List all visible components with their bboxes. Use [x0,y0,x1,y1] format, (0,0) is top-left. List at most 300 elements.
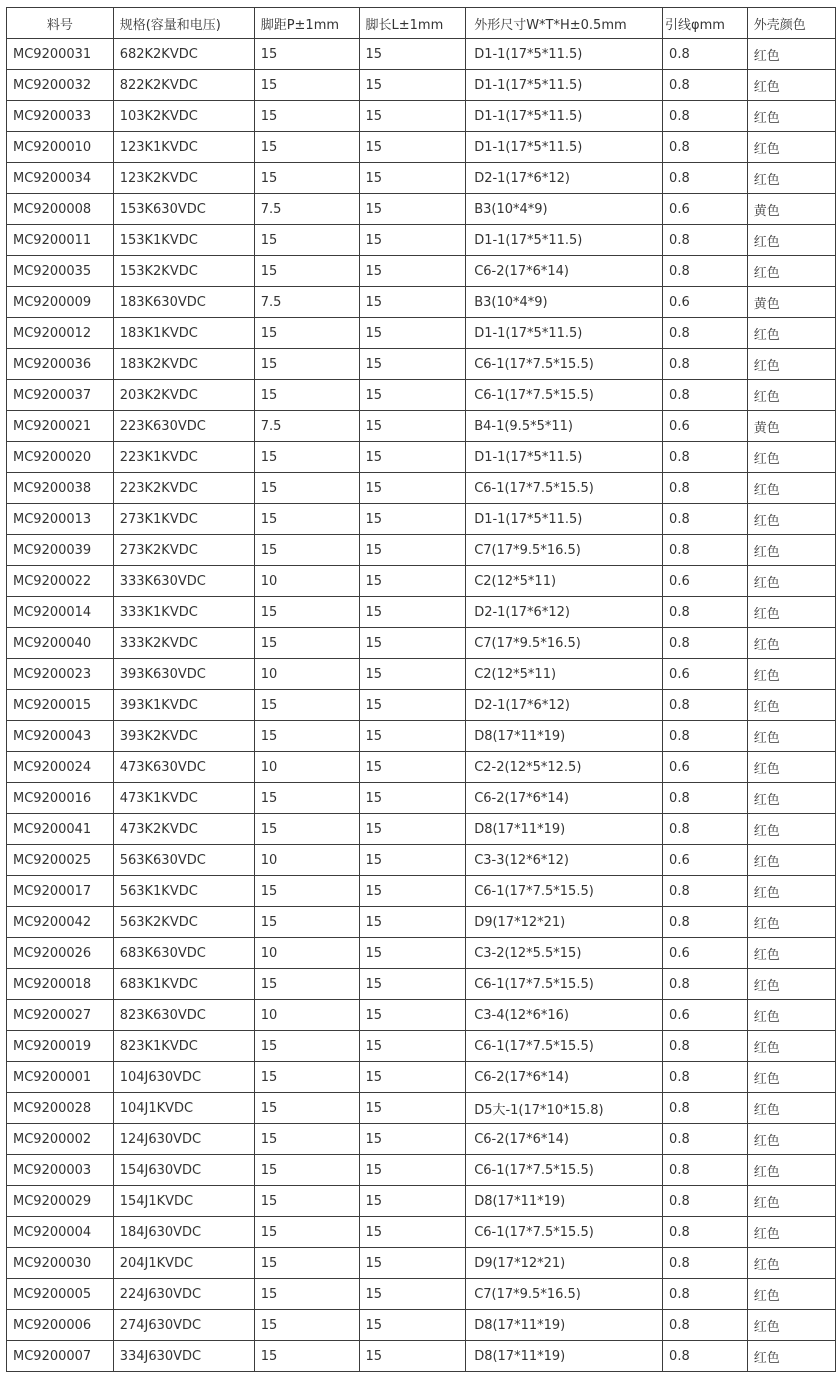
cell-lead-diameter: 0.8 [663,783,748,814]
table-row [7,1093,836,1124]
cell-part-number: MC9200016 [7,783,114,814]
cell-case-color: 红色 [747,504,835,535]
cell-pitch: 15 [254,907,359,938]
header-lead-length: 脚长L±1mm [359,8,466,39]
cell-case-color: 红色 [747,70,835,101]
cell-lead-length: 15 [359,907,466,938]
cell-case-color: 红色 [747,132,835,163]
cell-dimensions: C2(12*5*11) [466,566,663,597]
table-row [7,845,836,876]
cell-lead-length: 15 [359,690,466,721]
cell-lead-diameter: 0.8 [663,535,748,566]
cell-lead-diameter: 0.8 [663,380,748,411]
cell-lead-length: 15 [359,101,466,132]
cell-case-color: 红色 [747,969,835,1000]
cell-spec: 223K1KVDC [113,442,254,473]
cell-dimensions: D8(17*11*19) [466,814,663,845]
cell-case-color: 红色 [747,659,835,690]
cell-dimensions: C6-1(17*7.5*15.5) [466,1155,663,1186]
table-row [7,1000,836,1031]
table-row [7,39,836,70]
cell-pitch: 15 [254,349,359,380]
cell-spec: 823K1KVDC [113,1031,254,1062]
cell-dimensions: C6-2(17*6*14) [466,783,663,814]
cell-spec: 563K2KVDC [113,907,254,938]
cell-pitch: 15 [254,1124,359,1155]
cell-pitch: 7.5 [254,411,359,442]
cell-dimensions: C6-2(17*6*14) [466,256,663,287]
table-row [7,659,836,690]
table-row [7,1310,836,1341]
table-row [7,132,836,163]
cell-lead-diameter: 0.6 [663,938,748,969]
cell-dimensions: C6-1(17*7.5*15.5) [466,876,663,907]
cell-pitch: 15 [254,39,359,70]
cell-part-number: MC9200019 [7,1031,114,1062]
cell-spec: 224J630VDC [113,1279,254,1310]
cell-part-number: MC9200037 [7,380,114,411]
table-row [7,194,836,225]
cell-lead-diameter: 0.8 [663,1217,748,1248]
cell-spec: 273K1KVDC [113,504,254,535]
cell-case-color: 红色 [747,690,835,721]
cell-part-number: MC9200023 [7,659,114,690]
cell-spec: 124J630VDC [113,1124,254,1155]
header-dimensions: 外形尺寸W*T*H±0.5mm [466,8,663,39]
cell-lead-diameter: 0.8 [663,907,748,938]
table-row [7,442,836,473]
cell-lead-length: 15 [359,938,466,969]
cell-spec: 104J1KVDC [113,1093,254,1124]
cell-spec: 104J630VDC [113,1062,254,1093]
cell-dimensions: C2(12*5*11) [466,659,663,690]
cell-part-number: MC9200029 [7,1186,114,1217]
table-row [7,1186,836,1217]
cell-spec: 683K630VDC [113,938,254,969]
cell-lead-length: 15 [359,442,466,473]
cell-dimensions: D8(17*11*19) [466,1341,663,1372]
table-row [7,969,836,1000]
cell-case-color: 红色 [747,628,835,659]
cell-lead-length: 15 [359,256,466,287]
header-case-color: 外壳颜色 [747,8,835,39]
table-row [7,473,836,504]
cell-case-color: 红色 [747,225,835,256]
cell-dimensions: D2-1(17*6*12) [466,597,663,628]
cell-lead-diameter: 0.8 [663,1093,748,1124]
cell-dimensions: D9(17*12*21) [466,1248,663,1279]
cell-case-color: 红色 [747,814,835,845]
cell-lead-length: 15 [359,876,466,907]
cell-spec: 393K630VDC [113,659,254,690]
cell-lead-length: 15 [359,504,466,535]
cell-lead-diameter: 0.8 [663,504,748,535]
cell-dimensions: D1-1(17*5*11.5) [466,442,663,473]
cell-spec: 204J1KVDC [113,1248,254,1279]
cell-pitch: 15 [254,814,359,845]
cell-lead-diameter: 0.8 [663,473,748,504]
cell-part-number: MC9200003 [7,1155,114,1186]
cell-dimensions: D8(17*11*19) [466,1186,663,1217]
cell-lead-diameter: 0.8 [663,1341,748,1372]
header-spec: 规格(容量和电压) [113,8,254,39]
cell-lead-length: 15 [359,318,466,349]
cell-pitch: 15 [254,597,359,628]
cell-spec: 333K1KVDC [113,597,254,628]
cell-lead-diameter: 0.8 [663,814,748,845]
cell-spec: 223K630VDC [113,411,254,442]
cell-dimensions: D1-1(17*5*11.5) [466,101,663,132]
cell-pitch: 15 [254,163,359,194]
cell-pitch: 15 [254,1217,359,1248]
cell-lead-diameter: 0.8 [663,1155,748,1186]
cell-lead-length: 15 [359,1279,466,1310]
cell-lead-length: 15 [359,39,466,70]
cell-spec: 334J630VDC [113,1341,254,1372]
cell-dimensions: C6-2(17*6*14) [466,1124,663,1155]
table-row [7,1217,836,1248]
cell-spec: 203K2KVDC [113,380,254,411]
table-row [7,535,836,566]
cell-lead-length: 15 [359,225,466,256]
cell-case-color: 红色 [747,1310,835,1341]
cell-lead-diameter: 0.8 [663,1279,748,1310]
cell-spec: 123K2KVDC [113,163,254,194]
cell-lead-diameter: 0.8 [663,1031,748,1062]
cell-case-color: 红色 [747,783,835,814]
cell-case-color: 红色 [747,380,835,411]
cell-part-number: MC9200027 [7,1000,114,1031]
cell-pitch: 15 [254,721,359,752]
cell-lead-diameter: 0.8 [663,1124,748,1155]
cell-pitch: 10 [254,659,359,690]
cell-pitch: 15 [254,1031,359,1062]
cell-lead-length: 15 [359,814,466,845]
cell-part-number: MC9200033 [7,101,114,132]
table-row [7,1155,836,1186]
cell-spec: 153K630VDC [113,194,254,225]
cell-lead-length: 15 [359,1124,466,1155]
cell-pitch: 10 [254,1000,359,1031]
table-row [7,1031,836,1062]
cell-dimensions: C3-3(12*6*12) [466,845,663,876]
cell-spec: 563K630VDC [113,845,254,876]
cell-case-color: 红色 [747,473,835,504]
cell-lead-diameter: 0.8 [663,163,748,194]
cell-spec: 123K1KVDC [113,132,254,163]
cell-lead-length: 15 [359,1155,466,1186]
cell-spec: 154J1KVDC [113,1186,254,1217]
table-row [7,721,836,752]
cell-part-number: MC9200005 [7,1279,114,1310]
cell-dimensions: C6-1(17*7.5*15.5) [466,1031,663,1062]
cell-case-color: 红色 [747,1186,835,1217]
cell-part-number: MC9200028 [7,1093,114,1124]
cell-case-color: 红色 [747,1031,835,1062]
cell-case-color: 红色 [747,442,835,473]
cell-lead-diameter: 0.8 [663,39,748,70]
cell-pitch: 15 [254,442,359,473]
cell-lead-length: 15 [359,659,466,690]
cell-dimensions: D1-1(17*5*11.5) [466,39,663,70]
cell-part-number: MC9200008 [7,194,114,225]
cell-spec: 103K2KVDC [113,101,254,132]
table-row [7,318,836,349]
cell-dimensions: B4-1(9.5*5*11) [466,411,663,442]
table-row [7,907,836,938]
table-row [7,566,836,597]
cell-part-number: MC9200017 [7,876,114,907]
table-row [7,504,836,535]
cell-lead-length: 15 [359,1248,466,1279]
cell-case-color: 红色 [747,349,835,380]
cell-pitch: 15 [254,473,359,504]
capacitor-spec-table [6,7,836,1372]
table-row [7,225,836,256]
cell-part-number: MC9200004 [7,1217,114,1248]
cell-dimensions: C7(17*9.5*16.5) [466,628,663,659]
cell-case-color: 黄色 [747,194,835,225]
cell-lead-length: 15 [359,163,466,194]
cell-pitch: 15 [254,1310,359,1341]
cell-spec: 473K2KVDC [113,814,254,845]
cell-spec: 183K2KVDC [113,349,254,380]
cell-part-number: MC9200034 [7,163,114,194]
cell-spec: 183K630VDC [113,287,254,318]
cell-dimensions: C6-2(17*6*14) [466,1062,663,1093]
cell-lead-diameter: 0.8 [663,225,748,256]
table-row [7,1341,836,1372]
cell-case-color: 红色 [747,1124,835,1155]
cell-part-number: MC9200026 [7,938,114,969]
cell-case-color: 红色 [747,1155,835,1186]
cell-lead-diameter: 0.6 [663,1000,748,1031]
table-row [7,380,836,411]
cell-pitch: 15 [254,504,359,535]
cell-lead-length: 15 [359,1031,466,1062]
cell-case-color: 红色 [747,1217,835,1248]
cell-dimensions: C6-1(17*7.5*15.5) [466,969,663,1000]
cell-spec: 563K1KVDC [113,876,254,907]
cell-dimensions: C2-2(12*5*12.5) [466,752,663,783]
cell-pitch: 15 [254,783,359,814]
cell-lead-length: 15 [359,1093,466,1124]
cell-lead-length: 15 [359,1062,466,1093]
cell-case-color: 黄色 [747,411,835,442]
cell-part-number: MC9200042 [7,907,114,938]
cell-pitch: 7.5 [254,194,359,225]
cell-lead-diameter: 0.8 [663,876,748,907]
cell-lead-length: 15 [359,287,466,318]
table-row [7,1062,836,1093]
cell-lead-diameter: 0.6 [663,566,748,597]
cell-spec: 333K630VDC [113,566,254,597]
cell-case-color: 红色 [747,566,835,597]
cell-pitch: 10 [254,566,359,597]
cell-pitch: 15 [254,101,359,132]
cell-dimensions: C6-1(17*7.5*15.5) [466,380,663,411]
cell-pitch: 15 [254,690,359,721]
cell-spec: 393K2KVDC [113,721,254,752]
cell-lead-length: 15 [359,783,466,814]
cell-lead-diameter: 0.8 [663,256,748,287]
cell-case-color: 红色 [747,907,835,938]
table-row [7,163,836,194]
cell-lead-length: 15 [359,752,466,783]
cell-dimensions: C6-1(17*7.5*15.5) [466,473,663,504]
cell-pitch: 15 [254,628,359,659]
cell-dimensions: C7(17*9.5*16.5) [466,535,663,566]
cell-lead-length: 15 [359,194,466,225]
cell-case-color: 黄色 [747,287,835,318]
cell-case-color: 红色 [747,876,835,907]
cell-dimensions: D1-1(17*5*11.5) [466,318,663,349]
table-row [7,349,836,380]
cell-part-number: MC9200006 [7,1310,114,1341]
cell-case-color: 红色 [747,535,835,566]
cell-part-number: MC9200038 [7,473,114,504]
cell-case-color: 红色 [747,938,835,969]
cell-case-color: 红色 [747,39,835,70]
cell-pitch: 15 [254,1279,359,1310]
cell-case-color: 红色 [747,1000,835,1031]
cell-part-number: MC9200032 [7,70,114,101]
cell-part-number: MC9200007 [7,1341,114,1372]
header-pitch: 脚距P±1mm [254,8,359,39]
table-row [7,597,836,628]
cell-lead-length: 15 [359,1310,466,1341]
cell-lead-length: 15 [359,349,466,380]
cell-part-number: MC9200041 [7,814,114,845]
cell-part-number: MC9200018 [7,969,114,1000]
cell-dimensions: D8(17*11*19) [466,721,663,752]
cell-pitch: 15 [254,318,359,349]
cell-case-color: 红色 [747,318,835,349]
cell-lead-diameter: 0.8 [663,1310,748,1341]
cell-pitch: 15 [254,1062,359,1093]
cell-part-number: MC9200012 [7,318,114,349]
cell-case-color: 红色 [747,597,835,628]
table-row [7,1279,836,1310]
cell-lead-length: 15 [359,473,466,504]
cell-spec: 153K2KVDC [113,256,254,287]
cell-dimensions: C6-1(17*7.5*15.5) [466,349,663,380]
cell-dimensions: C6-1(17*7.5*15.5) [466,1217,663,1248]
table-row [7,814,836,845]
cell-lead-length: 15 [359,1217,466,1248]
cell-dimensions: D9(17*12*21) [466,907,663,938]
cell-lead-length: 15 [359,70,466,101]
cell-pitch: 15 [254,876,359,907]
table-row [7,628,836,659]
cell-dimensions: C3-2(12*5.5*15) [466,938,663,969]
table-row [7,70,836,101]
cell-case-color: 红色 [747,101,835,132]
cell-lead-length: 15 [359,845,466,876]
table-row [7,783,836,814]
cell-case-color: 红色 [747,721,835,752]
cell-lead-diameter: 0.6 [663,411,748,442]
cell-lead-length: 15 [359,1186,466,1217]
cell-lead-diameter: 0.8 [663,597,748,628]
cell-case-color: 红色 [747,1093,835,1124]
cell-dimensions: C3-4(12*6*16) [466,1000,663,1031]
cell-dimensions: D1-1(17*5*11.5) [466,504,663,535]
cell-lead-diameter: 0.8 [663,318,748,349]
cell-lead-length: 15 [359,535,466,566]
cell-case-color: 红色 [747,1248,835,1279]
cell-lead-diameter: 0.8 [663,349,748,380]
cell-pitch: 15 [254,1248,359,1279]
cell-dimensions: D1-1(17*5*11.5) [466,70,663,101]
cell-case-color: 红色 [747,163,835,194]
cell-pitch: 15 [254,380,359,411]
cell-dimensions: B3(10*4*9) [466,287,663,318]
cell-spec: 473K630VDC [113,752,254,783]
cell-pitch: 7.5 [254,287,359,318]
cell-lead-diameter: 0.8 [663,1248,748,1279]
cell-dimensions: B3(10*4*9) [466,194,663,225]
cell-part-number: MC9200040 [7,628,114,659]
cell-part-number: MC9200020 [7,442,114,473]
cell-part-number: MC9200024 [7,752,114,783]
table-row [7,876,836,907]
cell-part-number: MC9200025 [7,845,114,876]
cell-part-number: MC9200014 [7,597,114,628]
cell-lead-diameter: 0.6 [663,845,748,876]
table-row [7,1124,836,1155]
cell-lead-length: 15 [359,566,466,597]
cell-pitch: 10 [254,752,359,783]
table-row [7,938,836,969]
cell-lead-length: 15 [359,1000,466,1031]
table-header-row [7,8,836,39]
cell-pitch: 10 [254,845,359,876]
cell-lead-diameter: 0.6 [663,659,748,690]
cell-part-number: MC9200011 [7,225,114,256]
cell-spec: 683K1KVDC [113,969,254,1000]
cell-case-color: 红色 [747,1062,835,1093]
cell-spec: 333K2KVDC [113,628,254,659]
cell-spec: 223K2KVDC [113,473,254,504]
cell-lead-length: 15 [359,628,466,659]
cell-lead-diameter: 0.6 [663,752,748,783]
cell-part-number: MC9200010 [7,132,114,163]
cell-pitch: 15 [254,1093,359,1124]
cell-lead-diameter: 0.6 [663,287,748,318]
table-row [7,752,836,783]
cell-part-number: MC9200015 [7,690,114,721]
table-row [7,101,836,132]
cell-spec: 184J630VDC [113,1217,254,1248]
cell-spec: 153K1KVDC [113,225,254,256]
cell-pitch: 15 [254,535,359,566]
cell-lead-diameter: 0.8 [663,690,748,721]
cell-spec: 154J630VDC [113,1155,254,1186]
cell-dimensions: D8(17*11*19) [466,1310,663,1341]
cell-spec: 183K1KVDC [113,318,254,349]
table-row [7,411,836,442]
cell-lead-length: 15 [359,721,466,752]
cell-lead-diameter: 0.8 [663,70,748,101]
cell-lead-length: 15 [359,380,466,411]
cell-part-number: MC9200022 [7,566,114,597]
cell-part-number: MC9200039 [7,535,114,566]
cell-pitch: 15 [254,1341,359,1372]
cell-part-number: MC9200013 [7,504,114,535]
cell-case-color: 红色 [747,752,835,783]
cell-lead-diameter: 0.8 [663,1062,748,1093]
